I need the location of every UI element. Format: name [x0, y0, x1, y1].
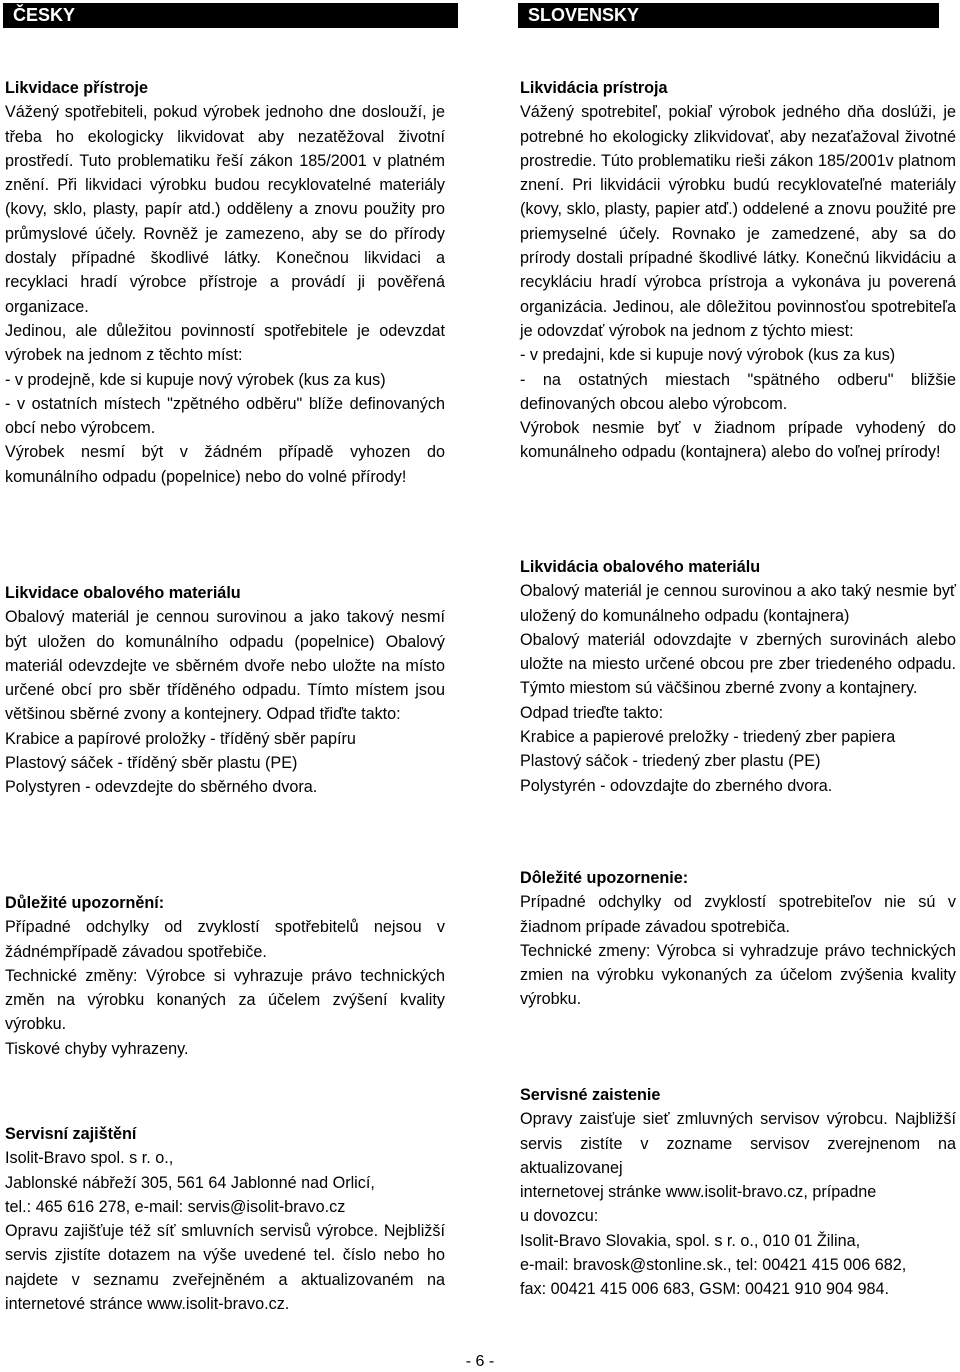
cz-packaging-list-item: Plastový sáček - tříděný sběr plastu (PE)	[5, 754, 298, 773]
sk-packaging-list-item: Polystyrén - odovzdajte do zberného dvora.	[520, 776, 833, 795]
page-number: - 6 -	[465, 1353, 495, 1370]
cz-service-line: Jablonské nábřeží 305, 561 64 Jablonné nad Orlicí,	[5, 1173, 375, 1192]
sk-packaging-paragraph: Obalový materiál je cennou surovinou a ako taký nesmie byť uložený do komunálneho odpadu (kontajnera)	[520, 582, 956, 625]
cz-service-line: tel.: 465 616 278, e-mail: servis@isolit-bravo.cz	[5, 1197, 346, 1216]
sk-service-line: Isolit-Bravo Slovakia, spol. s r. o., 010 01 Žilina,	[520, 1231, 861, 1250]
sk-packaging-list-item: Plastový sáčok - triedený zber plastu (PE)	[520, 752, 821, 771]
cz-service-line: Isolit-Bravo spol. s r. o.,	[5, 1149, 174, 1168]
sk-notice-section	[520, 866, 956, 1012]
cz-packaging-list-item: Polystyren - odevzdejte do sběrného dvora.	[5, 778, 318, 797]
cz-service-paragraph: Opravu zajišťuje též síť smluvních servisů výrobce. Nejbližší servis zjistíte dotazem na výše uvedené tel. číslo nebo ho najdete v seznamu zveřejněném a aktualizovaném na internetové stránce www.isolit-bravo.cz.	[5, 1222, 445, 1314]
cz-notice-section	[5, 891, 445, 1061]
cz-notice-heading: Důležité upozornění:	[5, 894, 165, 912]
sk-notice-heading: Dôležité upozornenie:	[520, 869, 689, 887]
sk-service-line: e-mail: bravosk@stonline.sk., tel: 00421 415 006 682,	[520, 1256, 907, 1275]
sk-disposal-list-item: - na ostatných miestach "spätného odberu" bližšie definovaných obcou alebo výrobcom.	[520, 370, 956, 413]
cz-disposal-list-item: - v prodejně, kde si kupuje nový výrobek (kus za kus)	[5, 370, 386, 389]
cz-notice-paragraph: Tiskové chyby vyhrazeny.	[5, 1039, 189, 1058]
sk-packaging-section	[520, 555, 956, 798]
header-slovak	[518, 3, 939, 28]
cz-disposal-list-item: - v ostatních místech "zpětného odběru" blíže definovaných obcí nebo výrobcem.	[5, 394, 445, 438]
cz-notice-paragraph: Případné odchylky od zvyklostí spotřebitelů nejsou v žádnémpřípadě závadou spotřebiče.	[5, 918, 445, 961]
sk-notice-paragraph: Prípadné odchylky od zvyklostí spotrebiteľov nie sú v žiadnom prípade závadou spotrebiča.	[520, 893, 956, 936]
cz-disposal-paragraph: Jedinou, ale důležitou povinností spotřebitele je odevzdat výrobek na jednom z těchto míst:	[5, 321, 445, 365]
header-czech-label: ČESKY	[13, 5, 76, 25]
sk-disposal-list-item: - v predajni, kde si kupuje nový výrobok (kus za kus)	[520, 346, 896, 365]
sk-packaging-list-item: Krabice a papierové preložky - triedený zber papiera	[520, 728, 896, 747]
sk-disposal-heading: Likvidácia prístroja	[520, 79, 668, 97]
cz-packaging-paragraph: Obalový materiál je cennou surovinou a jako takový nesmí být uložen do komunálního odpadu (popelnice) Obalový materiál odevzdejte ve sběrném dvoře nebo uložte na místo určené obcí pro sběr tříděného odpadu. Tímto místem jsou většinou sběrné zvony a kontejnery. Odpad třiďte takto:	[5, 608, 445, 724]
sk-service-paragraph: Opravy zaisťuje sieť zmluvných servisov výrobcu. Najbližší servis zistíte v zozname servisov zverejnenom na aktualizovanej	[520, 1110, 956, 1177]
sk-service-line: fax: 00421 415 006 683, GSM: 00421 910 904 984.	[520, 1280, 890, 1299]
sk-service-line: internetovej stránke www.isolit-bravo.cz, prípadne	[520, 1183, 877, 1202]
cz-packaging-list-item: Krabice a papírové proložky - tříděný sběr papíru	[5, 729, 356, 748]
sk-service-section	[520, 1083, 956, 1302]
cz-disposal-section	[5, 76, 445, 489]
sk-service-line: u dovozcu:	[520, 1207, 599, 1226]
header-slovak-label: SLOVENSKY	[528, 5, 640, 25]
sk-packaging-paragraph: Obalový materiál odovzdajte v zberných surovinách alebo uložte na miesto určené obcou pre zber triedeného odpadu. Týmto miestom sú väčšinou zberné zvony a kontajnery.	[520, 630, 956, 698]
sk-disposal-paragraph: Vážený spotrebiteľ, pokiaľ výrobok jedného dňa doslúži, je potrebné ho ekologicky zlikvidovať, aby nezaťažoval životné prostredie. Túto problematiku rieši zákon 185/2001v platnom znení. Pri likvidácii výrobku budú recyklovateľné materiály (kovy, sklo, plasty, papier atď.) oddelené a znovu použité pre priemyselné účely. Rovnako je zamedzené, aby sa do prírody dostali prípadné škodlivé látky. Konečnú likvidáciu a recykláciu hradí výrobca prístroja a vykonáva ju poverená organizácia. Jedinou, ale dôležitou povinnosťou spotrebiteľa je odovzdať výrobok na jednom z týchto miest:	[520, 103, 956, 340]
cz-disposal-paragraph: Výrobek nesmí být v žádném případě vyhozen do komunálního odpadu (popelnice) nebo do volné přírody!	[5, 443, 445, 486]
cz-notice-paragraph: Technické změny: Výrobce si vyhrazuje právo technických změn na výrobku konaných za účelem zvýšení kvality výrobku.	[5, 966, 445, 1034]
sk-disposal-paragraph: Výrobok nesmie byť v žiadnom prípade vyhodený do komunálneho odpadu (kontajnera) alebo do voľnej prírody!	[520, 419, 956, 462]
cz-service-heading: Servisní zajištění	[5, 1125, 137, 1143]
sk-notice-paragraph: Technické zmeny: Výrobca si vyhradzuje právo technických zmien na výrobku vykonaných za účelom zvýšenia kvality výrobku.	[520, 941, 956, 1009]
cz-packaging-heading: Likvidace obalového materiálu	[5, 584, 241, 602]
cz-disposal-heading: Likvidace přístroje	[5, 79, 149, 97]
cz-disposal-paragraph: Vážený spotřebiteli, pokud výrobek jednoho dne doslouží, je třeba ho ekologicky likvidovat aby nezatěžoval životní prostředí. Tuto problematiku řeší zákon 185/2001 v platném znění. Při likvidaci výrobku budou recyklovatelné materiály (kovy, sklo, plasty, papír atd.) odděleny a znovu použity pro průmyslové účely. Rovněž je zamezeno, aby se do přírody dostaly případné škodlivé látky. Konečnou likvidaci a recyklaci hradí výrobce přístroje a provádí ji pověřená organizace.	[5, 103, 445, 316]
sk-packaging-paragraph: Odpad trieďte takto:	[520, 703, 664, 722]
cz-service-section	[5, 1122, 445, 1316]
sk-service-heading: Servisné zaistenie	[520, 1086, 661, 1104]
header-czech	[3, 3, 458, 28]
sk-disposal-section	[520, 76, 956, 465]
sk-packaging-heading: Likvidácia obalového materiálu	[520, 558, 761, 576]
cz-packaging-section	[5, 581, 445, 800]
